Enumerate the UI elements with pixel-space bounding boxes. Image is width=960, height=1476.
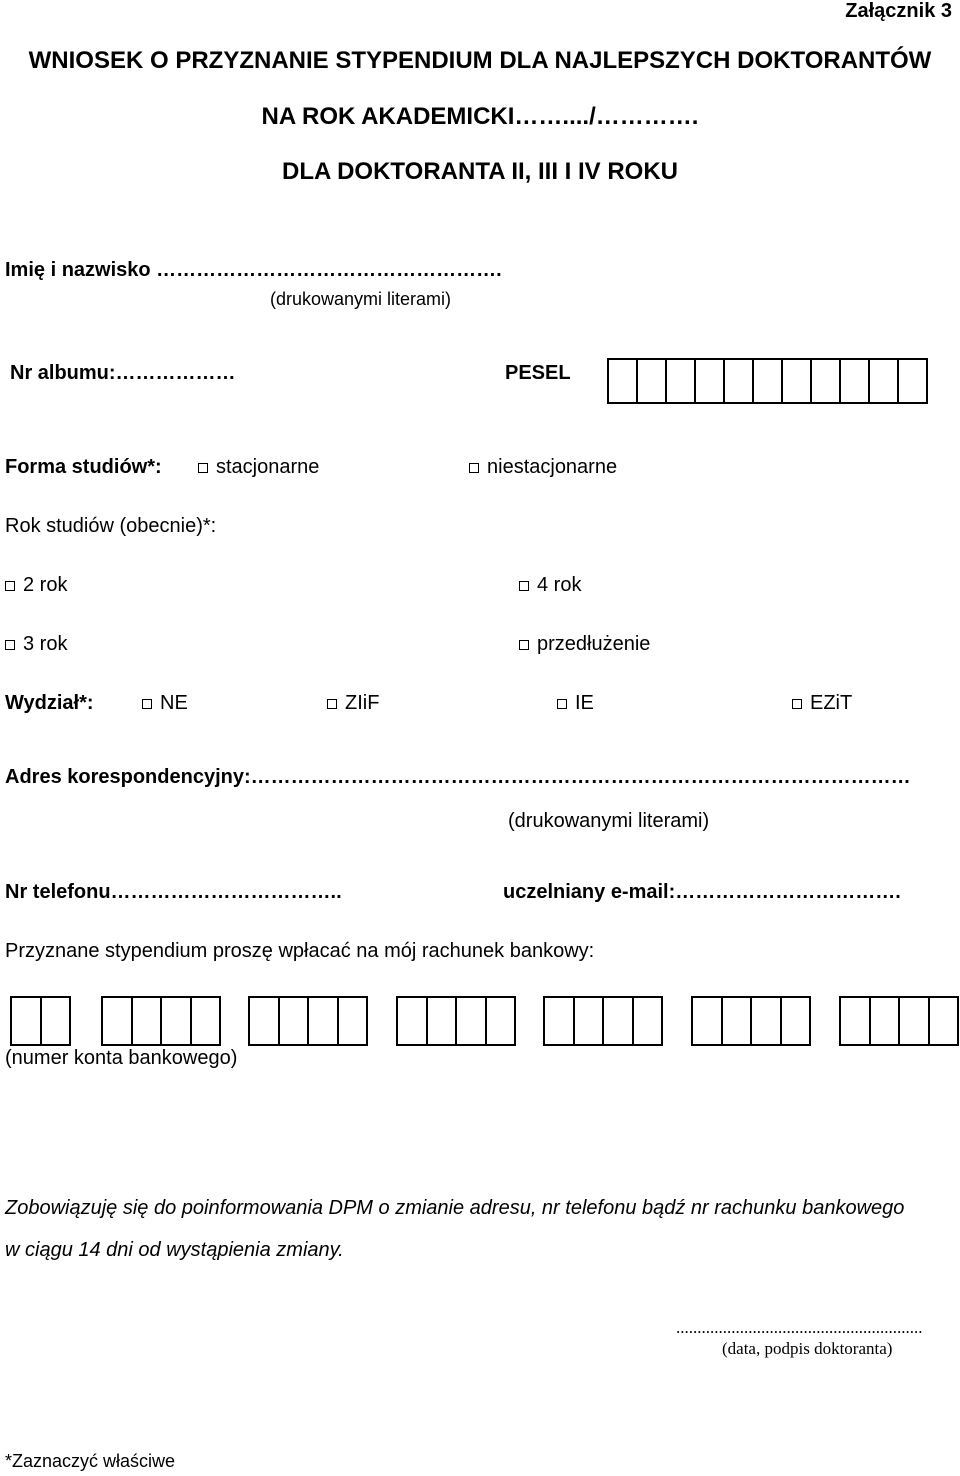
bank-digit-box[interactable] bbox=[869, 996, 901, 1046]
bank-digit-box[interactable] bbox=[573, 996, 605, 1046]
study-year-label: Rok studiów (obecnie)*: bbox=[5, 515, 217, 537]
footnote: *Zaznaczyć właściwe bbox=[5, 1451, 176, 1471]
bank-digit-box[interactable] bbox=[485, 996, 517, 1046]
pesel-digit-box[interactable] bbox=[781, 358, 812, 404]
bank-digit-group[interactable] bbox=[10, 996, 69, 1046]
bank-digit-box[interactable] bbox=[101, 996, 133, 1046]
pesel-digit-box[interactable] bbox=[752, 358, 783, 404]
email-label[interactable]: uczelniany e-mail:……………………………. bbox=[503, 881, 901, 903]
option-year-3[interactable]: 3 rok bbox=[5, 633, 67, 656]
bank-digit-box[interactable] bbox=[839, 996, 871, 1046]
bank-digit-group[interactable] bbox=[839, 996, 957, 1046]
bank-digit-box[interactable] bbox=[248, 996, 280, 1046]
option-year-4[interactable]: 4 rok bbox=[519, 574, 581, 597]
academic-year-line: NA ROK AKADEMICKI……..../…………. bbox=[261, 103, 699, 130]
bank-digit-box[interactable] bbox=[190, 996, 222, 1046]
checkbox-icon[interactable] bbox=[469, 463, 479, 473]
checkbox-icon[interactable] bbox=[142, 699, 152, 709]
bank-digit-group[interactable] bbox=[543, 996, 661, 1046]
bank-digit-group[interactable] bbox=[101, 996, 219, 1046]
bank-digit-box[interactable] bbox=[426, 996, 458, 1046]
pesel-boxes[interactable] bbox=[607, 358, 926, 404]
option-extension[interactable]: przedłużenie bbox=[519, 633, 650, 656]
name-field-hint: (drukowanymi literami) bbox=[270, 289, 452, 309]
option-year-2[interactable]: 2 rok bbox=[5, 574, 67, 597]
study-form-label: Forma studiów*: bbox=[5, 456, 162, 478]
bank-account-hint: (numer konta bankowego) bbox=[5, 1047, 238, 1069]
bank-digit-box[interactable] bbox=[928, 996, 960, 1046]
bank-digit-box[interactable] bbox=[750, 996, 782, 1046]
bank-digit-box[interactable] bbox=[543, 996, 575, 1046]
address-label[interactable]: Adres korespondencyjny:……………………………………………………………………………………… bbox=[5, 766, 911, 788]
option-faculty-ne[interactable]: NE bbox=[142, 692, 188, 715]
address-hint: (drukowanymi literami) bbox=[508, 810, 710, 832]
bank-account-statement: Przyznane stypendium proszę wpłacać na mój rachunek bankowy: bbox=[5, 940, 595, 962]
declaration-line-2: w ciągu 14 dni od wystąpienia zmiany. bbox=[5, 1239, 344, 1261]
bank-digit-box[interactable] bbox=[160, 996, 192, 1046]
option-faculty-ie[interactable]: IE bbox=[557, 692, 594, 715]
checkbox-icon[interactable] bbox=[519, 640, 529, 650]
option-part-time[interactable]: niestacjonarne bbox=[469, 456, 617, 479]
bank-digit-box[interactable] bbox=[278, 996, 310, 1046]
bank-digit-group[interactable] bbox=[248, 996, 366, 1046]
bank-digit-box[interactable] bbox=[721, 996, 753, 1046]
pesel-digit-box[interactable] bbox=[636, 358, 667, 404]
pesel-digit-box[interactable] bbox=[665, 358, 696, 404]
signature-label: (data, podpis doktoranta) bbox=[722, 1339, 893, 1358]
checkbox-icon[interactable] bbox=[198, 463, 208, 473]
checkbox-icon[interactable] bbox=[519, 581, 529, 591]
declaration-line-1: Zobowiązuję się do poinformowania DPM o zmianie adresu, nr telefonu bądź nr rachunku bankowego bbox=[5, 1197, 905, 1219]
checkbox-icon[interactable] bbox=[557, 699, 567, 709]
bank-digit-box[interactable] bbox=[602, 996, 634, 1046]
name-field-label[interactable]: Imię i nazwisko ……………………………………………. bbox=[5, 259, 502, 281]
bank-digit-box[interactable] bbox=[10, 996, 42, 1046]
attachment-label: Załącznik 3 bbox=[845, 0, 952, 22]
option-faculty-ziif[interactable]: ZIiF bbox=[327, 692, 379, 715]
pesel-digit-box[interactable] bbox=[607, 358, 638, 404]
phone-label[interactable]: Nr telefonu…………………………….. bbox=[5, 881, 342, 903]
bank-digit-group[interactable] bbox=[691, 996, 809, 1046]
bank-digit-box[interactable] bbox=[632, 996, 664, 1046]
bank-digit-box[interactable] bbox=[780, 996, 812, 1046]
bank-digit-box[interactable] bbox=[396, 996, 428, 1046]
pesel-digit-box[interactable] bbox=[694, 358, 725, 404]
checkbox-icon[interactable] bbox=[792, 699, 802, 709]
form-title: WNIOSEK O PRZYZNANIE STYPENDIUM DLA NAJLEPSZYCH DOKTORANTÓW bbox=[28, 47, 932, 74]
bank-digit-box[interactable] bbox=[898, 996, 930, 1046]
pesel-digit-box[interactable] bbox=[810, 358, 841, 404]
bank-digit-box[interactable] bbox=[691, 996, 723, 1046]
pesel-digit-box[interactable] bbox=[839, 358, 870, 404]
checkbox-icon[interactable] bbox=[5, 581, 15, 591]
pesel-digit-box[interactable] bbox=[868, 358, 899, 404]
faculty-label: Wydział*: bbox=[5, 692, 94, 714]
pesel-label: PESEL bbox=[505, 362, 571, 384]
pesel-digit-box[interactable] bbox=[897, 358, 928, 404]
form-subtitle: DLA DOKTORANTA II, III I IV ROKU bbox=[282, 158, 678, 185]
bank-digit-box[interactable] bbox=[307, 996, 339, 1046]
option-full-time[interactable]: stacjonarne bbox=[198, 456, 319, 479]
bank-digit-box[interactable] bbox=[455, 996, 487, 1046]
option-faculty-ezit[interactable]: EZiT bbox=[792, 692, 852, 715]
pesel-digit-box[interactable] bbox=[723, 358, 754, 404]
checkbox-icon[interactable] bbox=[5, 640, 15, 650]
album-number-label[interactable]: Nr albumu:……………… bbox=[10, 362, 236, 384]
bank-digit-group[interactable] bbox=[396, 996, 514, 1046]
checkbox-icon[interactable] bbox=[327, 699, 337, 709]
bank-digit-box[interactable] bbox=[40, 996, 72, 1046]
bank-digit-box[interactable] bbox=[131, 996, 163, 1046]
signature-line[interactable]: .......................................................... bbox=[676, 1318, 923, 1337]
bank-digit-box[interactable] bbox=[337, 996, 369, 1046]
